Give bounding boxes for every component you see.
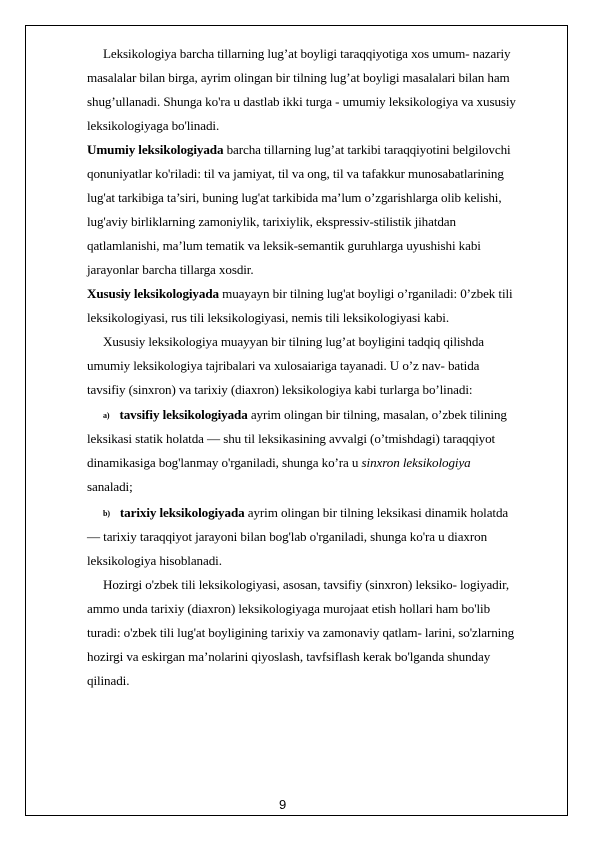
text-span: barcha tillarning lug’at tarkibi taraqqiyotini belgilovchi bbox=[223, 142, 511, 157]
text-line: leksikologiya hisoblanadi. bbox=[87, 553, 222, 568]
text-line: turadi: o'zbek tili lug'at boyligining tarixiy va zamonaviy qatlam- larini, so'zlarning bbox=[87, 625, 515, 640]
text-line: Leksikologiya barcha tillarning lug’at boyligi taraqqiyotiga xos umum- nazariy bbox=[103, 46, 511, 61]
term-xususiy: Xususiy leksikologiyada bbox=[87, 286, 219, 301]
term-sinxron: sinxron leksikologiya bbox=[361, 455, 471, 470]
text-span: dinamikasiga bog'lanmay o'rganiladi, shunga ko’ra u bbox=[87, 455, 362, 470]
text-line: Xususiy leksikologiya muayyan bir tilning lug’at boyligini tadqiq qilishda bbox=[103, 334, 485, 349]
text-line: qonuniyatlar ko'riladi: til va jamiyat, til va ong, til va tafakkur munosabatlarining bbox=[87, 166, 504, 181]
list-item-b bbox=[103, 505, 508, 523]
text-line: ammo unda tarixiy (diaxron) leksikologiyaga murojaat etish hollari ham bo'lib bbox=[87, 601, 491, 616]
text-line: Hozirgi o'zbek tili leksikologiyasi, asosan, tavsifiy (sinxron) leksiko- logiyadir, bbox=[103, 577, 510, 592]
text-line: shug’ullanadi. Shunga ko'ra u dastlab ikki turga - umumiy leksikologiya va xususiy bbox=[87, 94, 516, 109]
text-line bbox=[87, 455, 471, 471]
text-line: tavsifiy (sinxron) va tarixiy (diaxron) leksikologiya kabi turlarga bo’linadi: bbox=[87, 382, 473, 397]
text-line: masalalar bilan birga, ayrim olingan bir tilning lug’at boyligi masalalari bilan ham bbox=[87, 70, 510, 85]
term-umumiy: Umumiy leksikologiyada bbox=[87, 142, 224, 157]
list-marker: b) bbox=[103, 509, 110, 518]
term-tavsifiy: tavsifiy leksikologiyada bbox=[119, 407, 248, 422]
text-line bbox=[87, 142, 511, 158]
term-tarixiy: tarixiy leksikologiyada bbox=[119, 505, 245, 520]
text-span: muayayn bir tilning lug'at boyligi o’rganiladi: 0’zbek tili bbox=[218, 286, 513, 301]
text-line: jarayonlar barcha tillarga xosdir. bbox=[87, 262, 254, 277]
list-marker: a) bbox=[103, 411, 110, 420]
text-line: lug'aviy birliklarning zamoniylik, tarixiylik, ekspressiv-stilistik jihatdan bbox=[87, 214, 456, 229]
text-line: leksikologiyaga bo'linadi. bbox=[87, 118, 220, 133]
text-line: umumiy leksikologiya tajribalari va xulosaiariga tayanadi. U o’z nav- batida bbox=[87, 358, 480, 373]
list-item-a bbox=[103, 407, 507, 425]
text-line: — tarixiy taraqqiyot jarayoni bilan bog'lab o'rganiladi, shunga ko'ra u diaxron bbox=[87, 529, 488, 544]
text-line: qatlamlanishi, ma’lum tematik va leksik-semantik guruhlarga uyushishi kabi bbox=[87, 238, 481, 253]
text-line: qilinadi. bbox=[87, 673, 130, 688]
text-span: ayrim olingan bir tilning leksikasi dinamik holatda bbox=[244, 505, 509, 520]
page-number: 9 bbox=[279, 797, 287, 812]
text-line: hozirgi va eskirgan ma’nolarini qiyoslash, tavfsiflash kerak bo'lganda shunday bbox=[87, 649, 491, 664]
text-line: sanaladi; bbox=[87, 479, 133, 494]
text-span: ayrim olingan bir tilning, masalan, o’zbek tilining bbox=[247, 407, 507, 422]
text-line: leksikasi statik holatda — shu til leksikasining avvalgi (o’tmishdagi) taraqqiyot bbox=[87, 431, 496, 446]
text-line: lug'at tarkibiga ta’siri, buning lug'at tarkibida ma’lum o’zgarishlarga olib kelishi, bbox=[87, 190, 502, 205]
text-line bbox=[87, 286, 513, 302]
text-line: leksikologiyasi, rus tili leksikologiyasi, nemis tili leksikologiyasi kabi. bbox=[87, 310, 450, 325]
